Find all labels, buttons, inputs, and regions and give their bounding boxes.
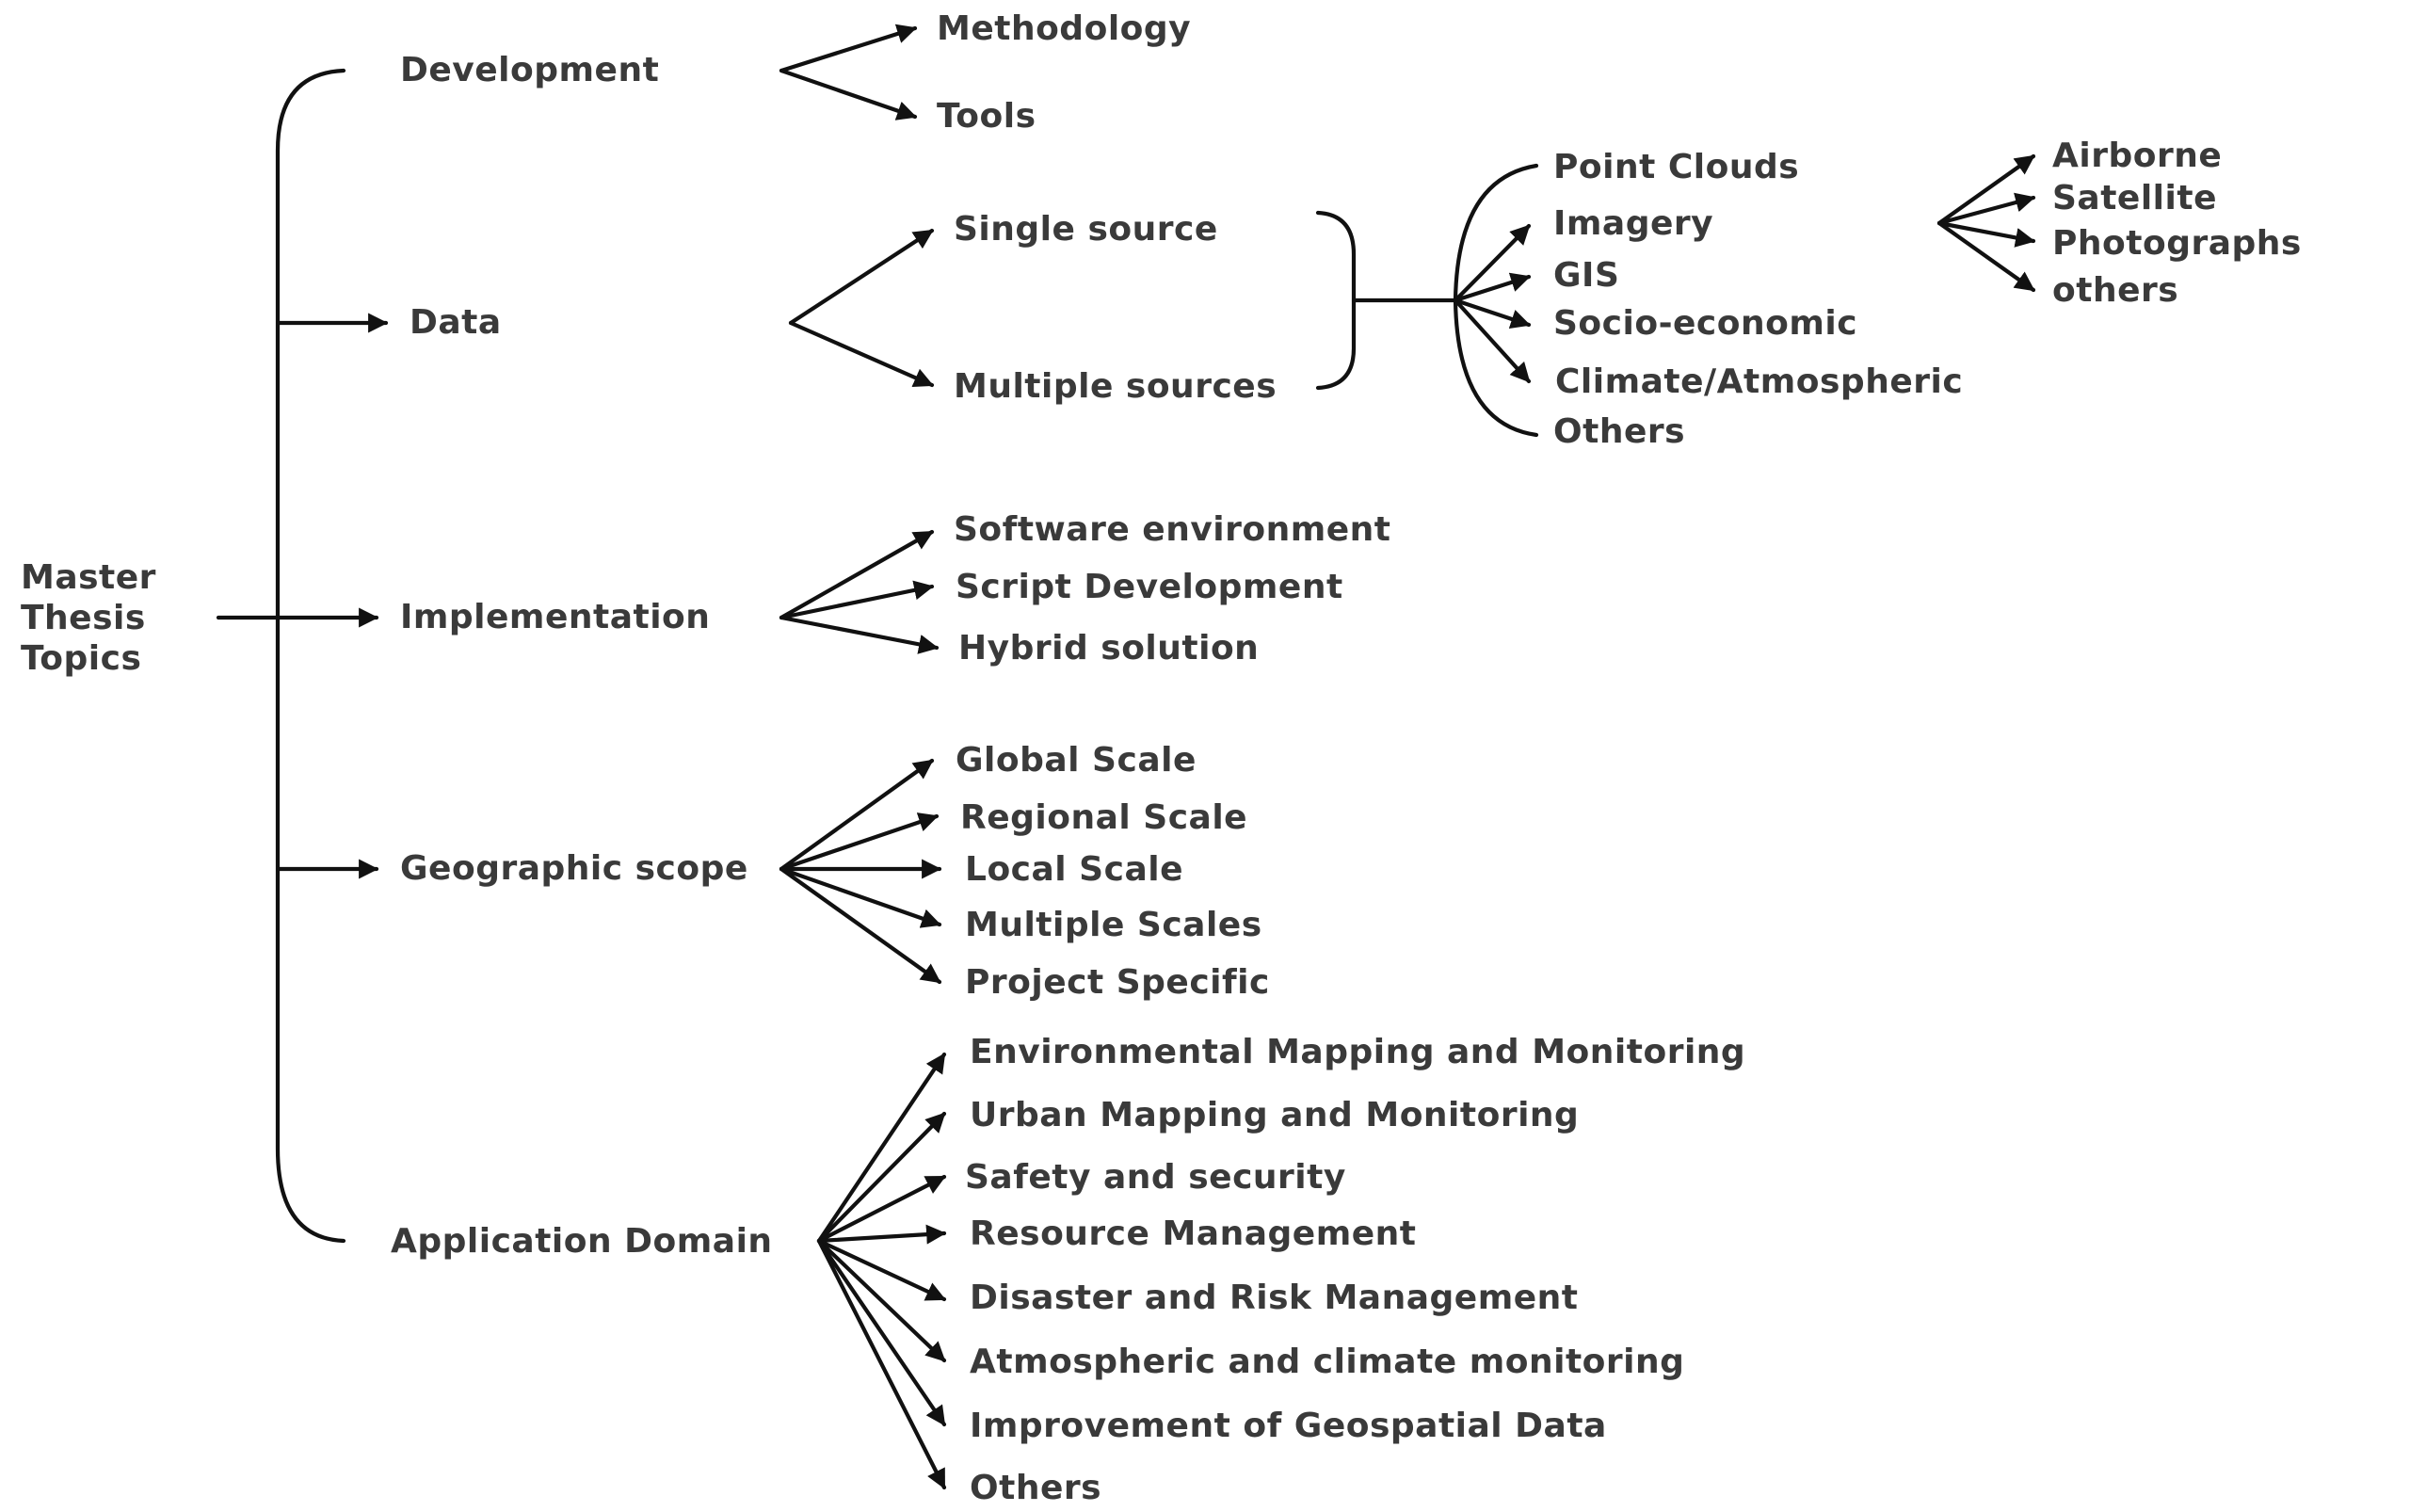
global-arrow — [781, 761, 932, 869]
data-type-item: Climate/Atmospheric — [1555, 362, 1964, 401]
domain-item: Urban Mapping and Monitoring — [970, 1096, 1580, 1134]
satellite-arrow — [1939, 198, 2033, 223]
sources-bracket — [1318, 213, 1354, 388]
data-type-item: Socio-economic — [1553, 304, 1858, 343]
imagery-type-item: others — [2052, 271, 2179, 310]
geographic-item: Global Scale — [956, 741, 1197, 780]
atmospheric-arrow — [819, 1241, 944, 1360]
domain-item: Environmental Mapping and Monitoring — [970, 1033, 1746, 1071]
category-data: Data — [410, 303, 502, 342]
data-type-item: Others — [1553, 412, 1686, 451]
development-item: Methodology — [937, 9, 1192, 48]
project-specific-arrow — [781, 869, 940, 982]
imagery-type-item: Satellite — [2052, 179, 2217, 217]
domain-item: Atmospheric and climate monitoring — [970, 1343, 1685, 1381]
main-bracket — [278, 71, 344, 1241]
geographic-item: Project Specific — [965, 963, 1270, 1002]
data-type-item: GIS — [1553, 256, 1620, 295]
domain-item: Disaster and Risk Management — [970, 1279, 1579, 1317]
implementation-item: Software environment — [954, 510, 1391, 549]
development-item: Tools — [937, 97, 1036, 136]
imagery-type-item: Photographs — [2052, 224, 2302, 263]
domain-item: Safety and security — [965, 1158, 1346, 1197]
data-source-item: Multiple sources — [954, 367, 1277, 406]
types-bracket — [1455, 166, 1536, 435]
data-type-item: Point Clouds — [1553, 148, 1800, 186]
implementation-item: Hybrid solution — [958, 629, 1260, 668]
script-arrow — [781, 587, 932, 618]
resource-arrow — [819, 1233, 944, 1241]
domain-item: Improvement of Geospatial Data — [970, 1407, 1607, 1445]
geographic-item: Local Scale — [965, 850, 1183, 889]
data-source-item: Single source — [954, 210, 1218, 249]
geographic-item: Regional Scale — [960, 798, 1248, 837]
category-development: Development — [400, 51, 660, 89]
multiple-scales-arrow — [781, 869, 940, 925]
airborne-arrow — [1939, 156, 2033, 223]
imagery-type-item: Airborne — [2052, 137, 2223, 175]
domain-item: Resource Management — [970, 1214, 1417, 1253]
software-arrow — [781, 532, 932, 618]
root-line-3: Topics — [21, 639, 142, 678]
safety-arrow — [819, 1177, 944, 1241]
category-application-domain: Application Domain — [391, 1222, 773, 1261]
domain-item: Others — [970, 1469, 1102, 1507]
implementation-item: Script Development — [956, 568, 1343, 606]
urban-mapping-arrow — [819, 1114, 944, 1241]
methodology-arrow — [781, 28, 915, 71]
root-line-1: Master — [21, 558, 156, 597]
hybrid-arrow — [781, 618, 937, 648]
root-line-2: Thesis — [21, 599, 146, 637]
category-implementation: Implementation — [400, 598, 711, 636]
env-mapping-arrow — [819, 1054, 944, 1241]
others-domain-arrow — [819, 1241, 944, 1488]
category-geographic-scope: Geographic scope — [400, 849, 748, 888]
geographic-item: Multiple Scales — [965, 906, 1262, 944]
tools-arrow — [781, 71, 915, 117]
multiple-sources-arrow — [791, 323, 932, 385]
single-source-arrow — [791, 231, 932, 323]
regional-arrow — [781, 816, 937, 869]
data-type-item: Imagery — [1553, 204, 1714, 243]
